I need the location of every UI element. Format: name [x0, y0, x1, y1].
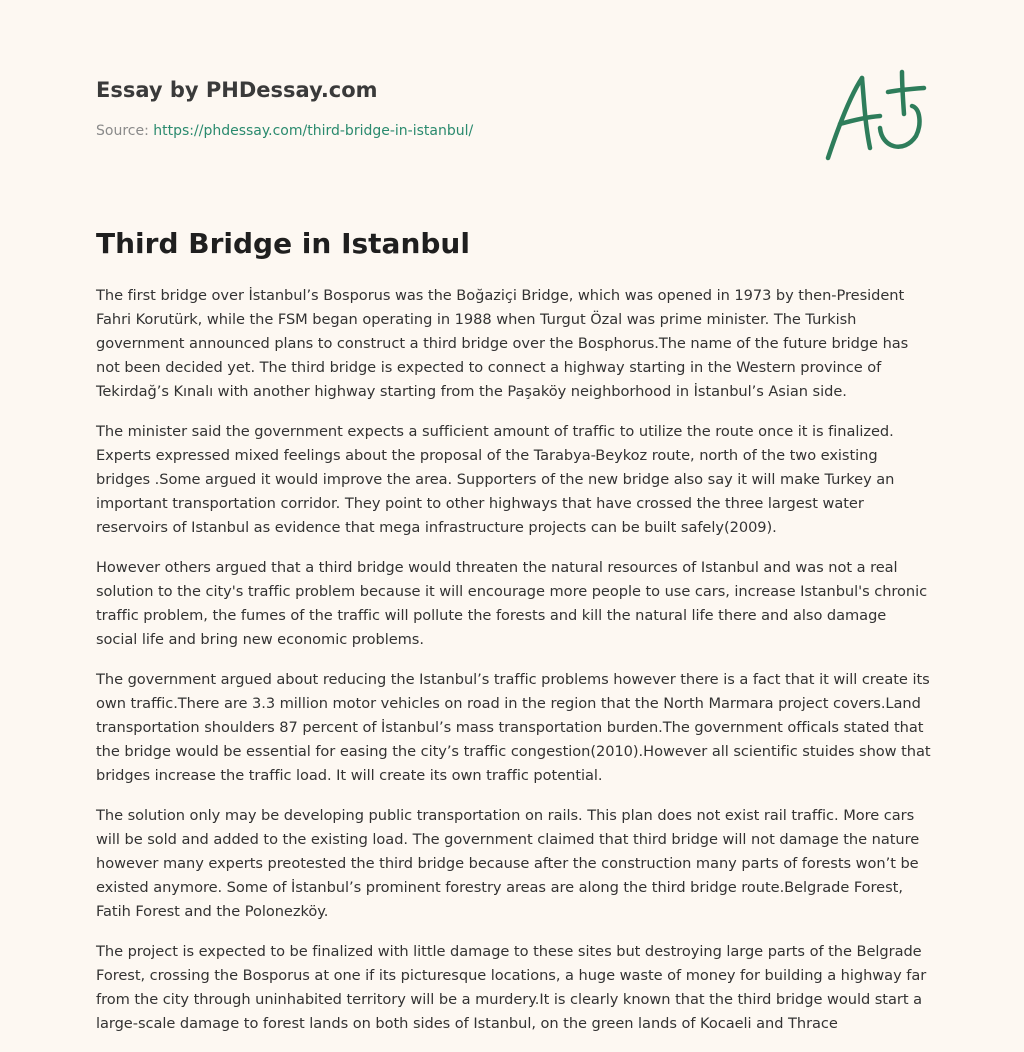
- essay-paragraph: The minister said the government expects a sufficient amount of traffic to utilize the route once it is finalized. Experts expressed mixed feelings about the proposal of the Tarabya-Beykoz route, north of the two existing bridges .Some argued it would improve the area. Supporters of the new bridge also say it will make Turkey an important transportation corridor. They point to other highways that have crossed the three largest water reservoirs of Istanbul as evidence that mega infrastructure projects can be built safely(2009).: [96, 423, 895, 536]
- a-plus-grade-icon: [820, 66, 930, 166]
- essay-paragraph: The project is expected to be finalized with little damage to these sites but destroying large parts of the Belgrade Forest, crossing the Bosporus at one if its picturesque locations, a huge waste of money for building a highway far from the city through uninhabited territory will be a murdery.It is clearly known that the third bridge would start a large-scale damage to forest lands on both sides of Istanbul, on the green lands of Kocaeli and Thrace: [96, 943, 927, 1032]
- essay-paragraph: However others argued that a third bridge would threaten the natural resources of Istanbul and was not a real solution to the city's traffic problem because it will encourage more people to use cars, increase Istanbul's chronic traffic problem, the fumes of the traffic will pollute the forests and kill the natural life there and also damage social life and bring new economic problems.: [96, 559, 928, 648]
- site-header: [96, 76, 928, 141]
- essay-paragraph: The solution only may be developing public transportation on rails. This plan does not exist rail traffic. More cars will be sold and added to the existing load. The government claimed that third bridge will not damage the nature however many experts preotested the third bridge because after the construction many parts of forests won’t be existed anymore. Some of İstanbul’s prominent forestry areas are along the third bridge route.Belgrade Forest, Fatih Forest and the Polonezköy.: [96, 807, 920, 920]
- source-line: [96, 121, 928, 141]
- essay-paragraph: The first bridge over İstanbul’s Bosporus was the Boğaziçi Bridge, which was opened in 1973 by then-President Fahri Korutürk, while the FSM began operating in 1988 when Turgut Özal was prime minister. The Turkish government announced plans to construct a third bridge over the Bosphorus.The name of the future bridge has not been decided yet. The third bridge is expected to connect a highway starting in the Western province of Tekirdağ’s Kınalı with another highway starting from the Paşaköy neighborhood in İstanbul’s Asian side.: [96, 287, 909, 400]
- essay-body: [96, 284, 932, 1052]
- source-link[interactable]: https://phdessay.com/third-bridge-in-istanbul/: [153, 123, 474, 139]
- essay-title: Third Bridge in Istanbul: [96, 227, 470, 260]
- essay-paragraph: The government argued about reducing the Istanbul’s traffic problems however there is a fact that it will create its own traffic.There are 3.3 million motor vehicles on road in the region that the North Marmara project covers.Land transportation shoulders 87 percent of İstanbul’s mass transportation burden.The government officals stated that the bridge would be essential for easing the city’s traffic congestion(2010).However all scientific stuides show that bridges increase the traffic load. It will create its own traffic potential.: [96, 671, 931, 784]
- source-label: Source:: [96, 123, 154, 139]
- site-brand: Essay by PHDessay.com: [96, 78, 378, 102]
